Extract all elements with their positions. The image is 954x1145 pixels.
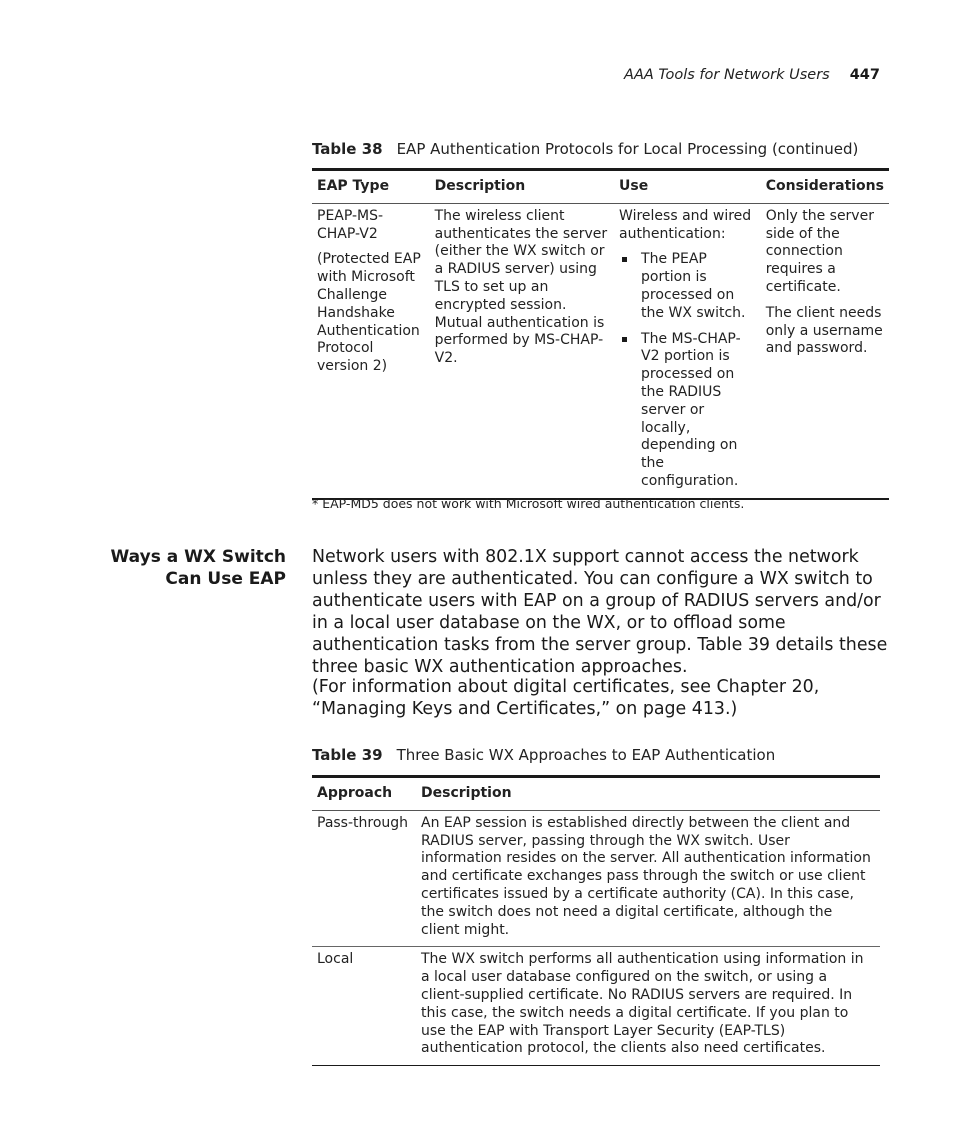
description-text: The wireless client authenticates the server (either the WX switch or a RADIUS server) using TLS to set up an encrypted session. Mutual authentication is performed by MS-CHAP-V2. [434,207,608,367]
table38-header-considerations: Considerations [761,170,889,204]
eap-type-cell [312,203,430,498]
list-item: The MS-CHAP-V2 portion is processed on the RADIUS server or locally, depending on the configuration. [619,331,756,491]
table38-header-use: Use [614,170,761,204]
body-paragraph-2: (For information about digital certificates, see Chapter 20, “Managing Keys and Certificates,” on page 413.) [312,677,820,719]
table38-caption-text: EAP Authentication Protocols for Local Processing (continued) [396,140,859,158]
section-heading [111,546,286,590]
list-item: The PEAP portion is processed on the WX switch. [619,251,756,322]
approach-cell: Pass-through [312,810,416,947]
approach-description-cell: The WX switch performs all authentication using information in a local user database configured on the switch, or using a client-supplied certificate. No RADIUS servers are required. In this case, the switch needs a digital certificate. If you plan to use the EAP with Transport Layer Security (EAP-TLS) authentication protocol, the clients also need certificates. [416,947,880,1066]
table-row [312,947,880,1066]
use-cell [614,203,761,498]
table39-header-row [312,777,880,811]
section-heading-line2: Can Use EAP [165,569,286,589]
considerations-text: The client needs only a username and password. [765,304,883,357]
running-title: AAA Tools for Network Users [624,67,830,83]
table39-caption-text: Three Basic WX Approaches to EAP Authentication [396,746,776,764]
eap-type-name: PEAP-MS-CHAP-V2 [317,207,384,242]
approach-description-cell: An EAP session is established directly between the client and RADIUS server, passing through the WX switch. User information resides on the server. All authentication information and certificate exchanges pass through the switch or use client certificates issued by a certificate authority (CA). In this case, the switch does not need a digital certificate, although the client might. [416,810,880,947]
table39-caption-label: Table 39 [312,746,383,764]
table38-header-row [312,170,889,204]
eap-type-note: (Protected EAP with Microsoft Challenge Handshake Authentication Protocol version 2) [317,251,421,375]
table-row [312,810,880,947]
table39-header-approach: Approach [312,777,416,811]
table38-header-eap-type: EAP Type [312,170,430,204]
table-row [312,203,889,498]
page-number: 447 [849,67,880,83]
considerations-cell [761,203,889,498]
table39-caption [312,746,775,764]
approach-cell: Local [312,947,416,1066]
section-heading-line1: Ways a WX Switch [110,547,286,567]
table38-footnote: * EAP-MD5 does not work with Microsoft wired authentication clients. [312,496,745,511]
description-cell [430,203,614,498]
table39-header-description: Description [416,777,880,811]
table39 [312,775,880,1066]
considerations-text: Only the server side of the connection requires a certificate. [765,207,874,295]
body-paragraph-1: Network users with 802.1X support cannot access the network unless they are authenticated. You can configure a WX switch to authenticate users with EAP on a group of RADIUS servers and/or in a local user database on the WX, or to offload some authentication tasks from the server group. Table 39 details these three basic WX authentication approaches. [312,547,888,677]
use-intro: Wireless and wired authentication: [619,207,752,242]
table38 [312,168,889,500]
table38-header-description: Description [430,170,614,204]
page-header [624,67,880,83]
use-bullet-list [619,251,756,490]
table38-caption [312,140,858,158]
table38-caption-label: Table 38 [312,140,383,158]
